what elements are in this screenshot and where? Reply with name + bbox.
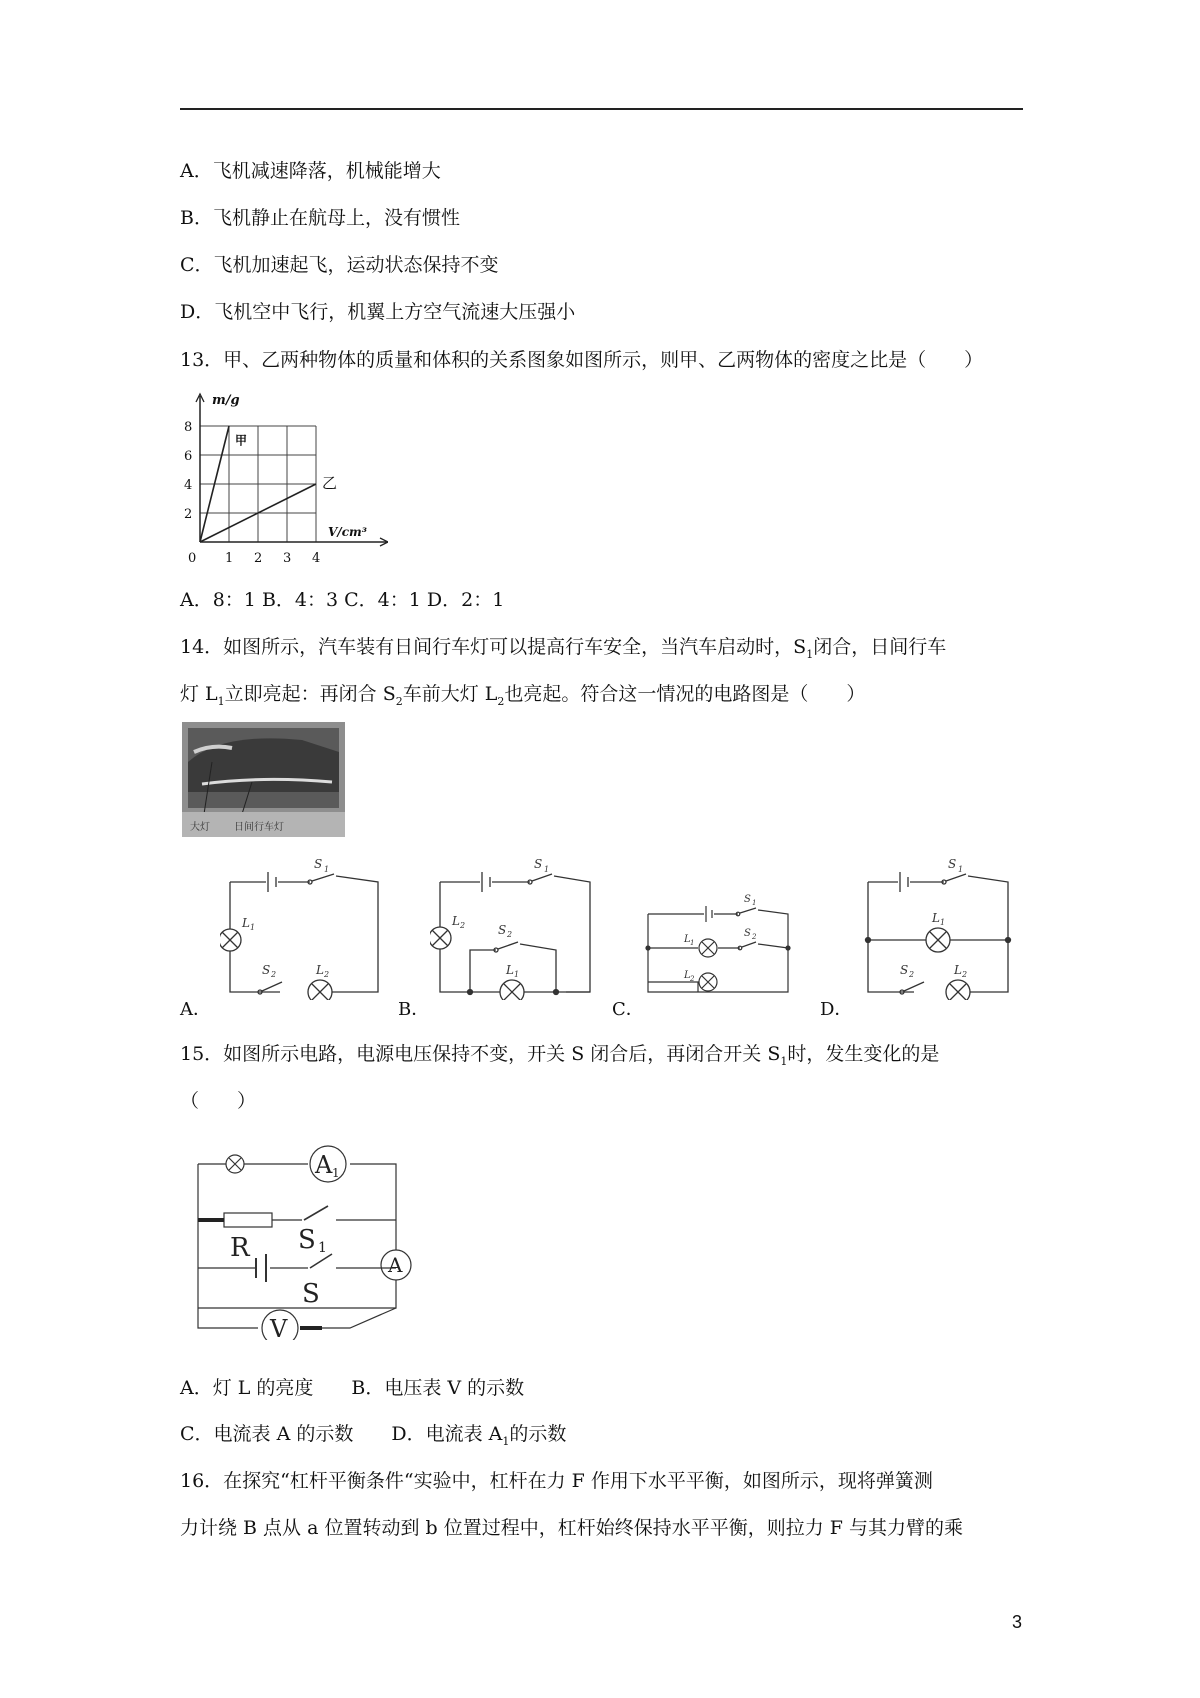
q13-mass-volume-graph	[178, 390, 388, 576]
svg-text:2: 2	[460, 921, 466, 930]
svg-text:S: S	[744, 928, 751, 939]
svg-text:2: 2	[690, 975, 695, 983]
q12-option-d: D．飞机空中飞行，机翼上方空气流速大压强小	[180, 301, 576, 323]
svg-text:S: S	[534, 857, 543, 871]
svg-text:L: L	[506, 963, 514, 977]
svg-text:V: V	[270, 1315, 288, 1340]
svg-text:L: L	[684, 934, 691, 945]
q14-option-d-label: D．	[820, 999, 853, 1020]
y-tick-label: 2	[184, 507, 193, 522]
q14-circuit-d	[858, 850, 1028, 1000]
svg-text:L: L	[684, 970, 691, 981]
q15-paren: （ ）	[180, 1090, 257, 1112]
svg-text:2: 2	[507, 930, 513, 939]
svg-text:1: 1	[690, 939, 695, 947]
origin-label: 0	[188, 551, 197, 566]
svg-text:2: 2	[909, 970, 915, 979]
svg-text:L: L	[316, 963, 324, 977]
q16-stem-line1: 16．在探究“杠杆平衡条件“实验中，杠杆在力 F 作用下水平平衡，如图所示，现将弹簧测	[180, 1470, 933, 1492]
q14-stem-line1: 14．如图所示，汽车装有日间行车灯可以提高行车安全，当汽车启动时，$S_1$闭合，日间行车	[180, 636, 947, 661]
q14-option-a-label: A．	[180, 999, 211, 1020]
series-label-jia: 甲	[235, 433, 248, 448]
q12-option-a: A．飞机减速降落，机械能增大	[180, 160, 441, 182]
svg-text:1: 1	[752, 899, 757, 907]
svg-text:L: L	[954, 963, 962, 977]
svg-text:A: A	[315, 1151, 333, 1179]
svg-text:2: 2	[962, 970, 968, 979]
x-tick-label: 3	[283, 551, 292, 566]
x-tick-label: 4	[312, 551, 321, 566]
q14-stem-line2: 灯 $L_1$立即亮起：再闭合 $S_2$车前大灯 $L_2$也亮起。符合这一情况的电路图是（ ）	[180, 683, 866, 708]
svg-text:2: 2	[752, 933, 757, 941]
q14-option-b-label: B．	[398, 999, 430, 1020]
svg-text:2: 2	[324, 970, 330, 979]
svg-text:S: S	[744, 894, 751, 905]
svg-text:1: 1	[940, 918, 946, 927]
photo-caption-right: 日间行车灯	[234, 822, 284, 833]
svg-text:1: 1	[332, 1166, 340, 1180]
q12-option-b: B．飞机静止在航母上，没有惯性	[180, 207, 460, 229]
svg-text:L: L	[932, 911, 940, 925]
svg-text:S: S	[302, 1279, 320, 1309]
page-number: 3	[1012, 1612, 1023, 1632]
q15-options-ab: A．灯 L 的亮度 B．电压表 V 的示数	[180, 1377, 525, 1399]
svg-text:S: S	[498, 923, 507, 937]
y-axis-label: m/g	[212, 393, 240, 408]
q14-circuit-a	[220, 850, 390, 1000]
x-tick-label: 1	[225, 551, 234, 566]
svg-text:S: S	[262, 963, 271, 977]
q14-option-c-label: C．	[612, 999, 644, 1020]
svg-text:1: 1	[324, 865, 330, 874]
svg-text:L: L	[242, 916, 250, 930]
svg-text:S: S	[948, 857, 957, 871]
x-tick-label: 2	[254, 551, 263, 566]
q13-options: A．8：1 B．4：3 C．4：1 D．2：1	[180, 589, 505, 611]
q15-options-cd: C．电流表 A 的示数 D．电流表 $A_1$的示数	[180, 1423, 567, 1448]
svg-text:S: S	[298, 1225, 316, 1255]
q16-stem-line2: 力计绕 B 点从 a 位置转动到 b 位置过程中，杠杆始终保持水平平衡，则拉力 F 与其力臂的乘	[180, 1517, 963, 1539]
svg-text:A: A	[388, 1253, 403, 1277]
series-label-yi: 乙	[322, 474, 338, 492]
photo-caption-left: 大灯	[190, 822, 210, 833]
svg-text:1: 1	[544, 865, 550, 874]
svg-text:1: 1	[514, 970, 520, 979]
header-rule	[180, 108, 1023, 110]
svg-text:R: R	[230, 1233, 250, 1263]
q15-stem: 15．如图所示电路，电源电压保持不变，开关 S 闭合后，再闭合开关 $S_1$时，发生变化的是	[180, 1043, 940, 1068]
svg-text:S: S	[314, 857, 323, 871]
y-tick-label: 8	[184, 420, 193, 435]
q14-circuit-b	[430, 850, 600, 1000]
y-tick-label: 4	[184, 478, 193, 493]
x-axis-label: V/cm³	[328, 525, 367, 539]
q15-circuit	[190, 1140, 430, 1340]
svg-text:1: 1	[250, 923, 256, 932]
q12-option-c: C．飞机加速起飞，运动状态保持不变	[180, 254, 499, 276]
q14-circuit-c	[642, 892, 802, 1002]
q13-stem: 13．甲、乙两种物体的质量和体积的关系图象如图所示，则甲、乙两物体的密度之比是（ ）	[180, 349, 984, 371]
svg-text:L: L	[452, 914, 460, 928]
y-tick-label: 6	[184, 449, 193, 464]
svg-text:S: S	[900, 963, 909, 977]
q14-car-photo	[182, 722, 345, 837]
svg-text:1: 1	[318, 1240, 327, 1256]
svg-text:2: 2	[271, 970, 277, 979]
svg-text:1: 1	[958, 865, 964, 874]
